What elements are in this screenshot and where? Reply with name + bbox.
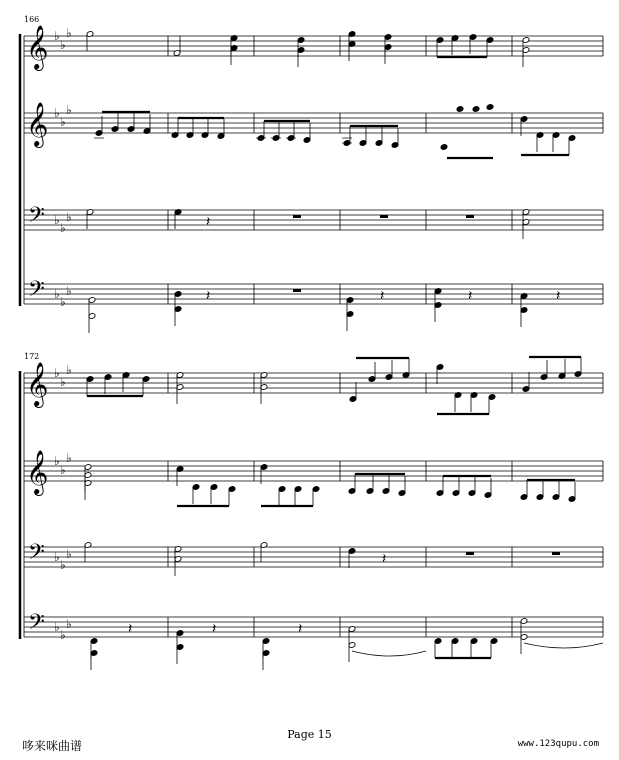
flat-icon: ♭: [66, 451, 72, 465]
tie: [524, 643, 603, 648]
quarter-rest-icon: 𝄽: [212, 621, 217, 637]
flat-icon: ♭: [54, 29, 60, 43]
quarter-rest-icon: 𝄽: [380, 288, 385, 304]
flat-icon: ♭: [54, 366, 60, 380]
notehead: [472, 106, 480, 113]
whole-rest-icon: [293, 215, 301, 218]
notehead: [440, 144, 448, 151]
bass-clef-icon: 𝄢: [28, 540, 45, 570]
flat-icon: ♭: [60, 295, 66, 309]
flat-icon: ♭: [60, 628, 66, 642]
flat-icon: ♭: [54, 213, 60, 227]
flat-icon: ♭: [54, 287, 60, 301]
whole-rest-icon: [380, 215, 388, 218]
treble-clef-icon: 𝄞: [26, 450, 49, 494]
treble-clef-icon: 𝄞: [26, 362, 49, 406]
whole-rest-icon: [552, 552, 560, 555]
bass-clef-icon: 𝄢: [28, 203, 45, 233]
whole-rest-icon: [466, 552, 474, 555]
bass-clef-icon: 𝄢: [28, 277, 45, 307]
measure-number-system-1: 166: [24, 15, 40, 24]
quarter-rest-icon: 𝄽: [128, 621, 133, 637]
notehead: [456, 106, 464, 113]
treble-clef-icon: 𝄞: [26, 102, 49, 146]
flat-icon: ♭: [60, 463, 66, 477]
flat-icon: ♭: [54, 550, 60, 564]
treble-clef-icon: 𝄞: [26, 25, 49, 69]
quarter-rest-icon: 𝄽: [298, 621, 303, 637]
flat-icon: ♭: [60, 558, 66, 572]
quarter-rest-icon: 𝄽: [206, 214, 211, 230]
quarter-rest-icon: 𝄽: [206, 288, 211, 304]
flat-icon: ♭: [66, 617, 72, 631]
flat-icon: ♭: [66, 363, 72, 377]
flat-icon: ♭: [66, 284, 72, 298]
whole-rest-icon: [466, 215, 474, 218]
site-url: www.123qupu.com: [517, 739, 599, 749]
flat-icon: ♭: [66, 103, 72, 117]
flat-icon: ♭: [54, 106, 60, 120]
notehead: [486, 104, 494, 111]
flat-icon: ♭: [60, 115, 66, 129]
quarter-rest-icon: 𝄽: [382, 551, 387, 567]
tie: [352, 651, 426, 656]
quarter-rest-icon: 𝄽: [468, 288, 473, 304]
whole-rest-icon: [293, 289, 301, 292]
quarter-rest-icon: 𝄽: [556, 288, 561, 304]
page-number: Page 15: [287, 728, 332, 741]
flat-icon: ♭: [60, 221, 66, 235]
flat-icon: ♭: [54, 620, 60, 634]
flat-icon: ♭: [66, 547, 72, 561]
flat-icon: ♭: [54, 454, 60, 468]
flat-icon: ♭: [66, 26, 72, 40]
bass-clef-icon: 𝄢: [28, 610, 45, 640]
flat-icon: ♭: [60, 375, 66, 389]
measure-number-system-2: 172: [24, 352, 40, 361]
flat-icon: ♭: [66, 210, 72, 224]
flat-icon: ♭: [60, 38, 66, 52]
site-name: 哆来咪曲谱: [22, 739, 83, 753]
